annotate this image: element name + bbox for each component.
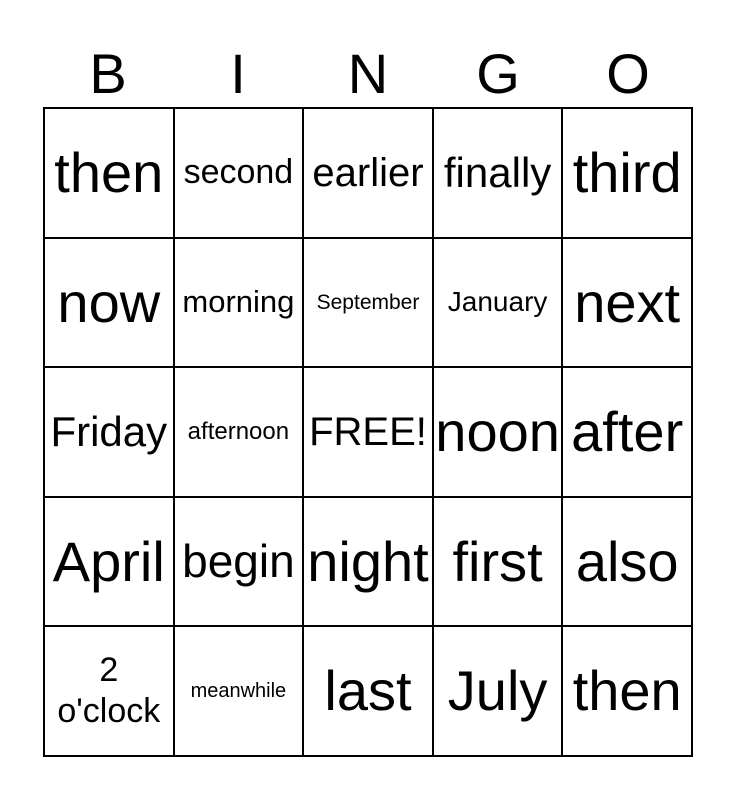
header-letter-o: O [606, 42, 650, 105]
bingo-cell: earlier [303, 108, 433, 238]
bingo-cell: Friday [44, 367, 174, 497]
header-letter-b: B [89, 42, 127, 105]
bingo-cell free-space: FREE! [303, 367, 433, 497]
bingo-cell: after [562, 367, 692, 497]
bingo-cell: meanwhile [174, 626, 304, 756]
bingo-cell: July [433, 626, 563, 756]
bingo-cell: then [562, 626, 692, 756]
bingo-cell: first [433, 497, 563, 627]
bingo-cell: night [303, 497, 433, 627]
bingo-cell: noon [433, 367, 563, 497]
bingo-cell: next [562, 238, 692, 368]
bingo-cell: also [562, 497, 692, 627]
bingo-cell: now [44, 238, 174, 368]
bingo-cell: begin [174, 497, 304, 627]
header-letter-g: G [476, 42, 520, 105]
bingo-cell: 2 o'clock [44, 626, 174, 756]
bingo-cell: morning [174, 238, 304, 368]
bingo-board [43, 107, 693, 757]
bingo-header [43, 38, 693, 110]
bingo-cell: third [562, 108, 692, 238]
header-letter-n: N [347, 42, 389, 105]
bingo-cell: September [303, 238, 433, 368]
bingo-cell: January [433, 238, 563, 368]
bingo-cell: April [44, 497, 174, 627]
bingo-cell: finally [433, 108, 563, 238]
bingo-cell: afternoon [174, 367, 304, 497]
bingo-cell: last [303, 626, 433, 756]
bingo-cell: second [174, 108, 304, 238]
bingo-cell: then [44, 108, 174, 238]
header-letter-i: I [230, 42, 246, 105]
